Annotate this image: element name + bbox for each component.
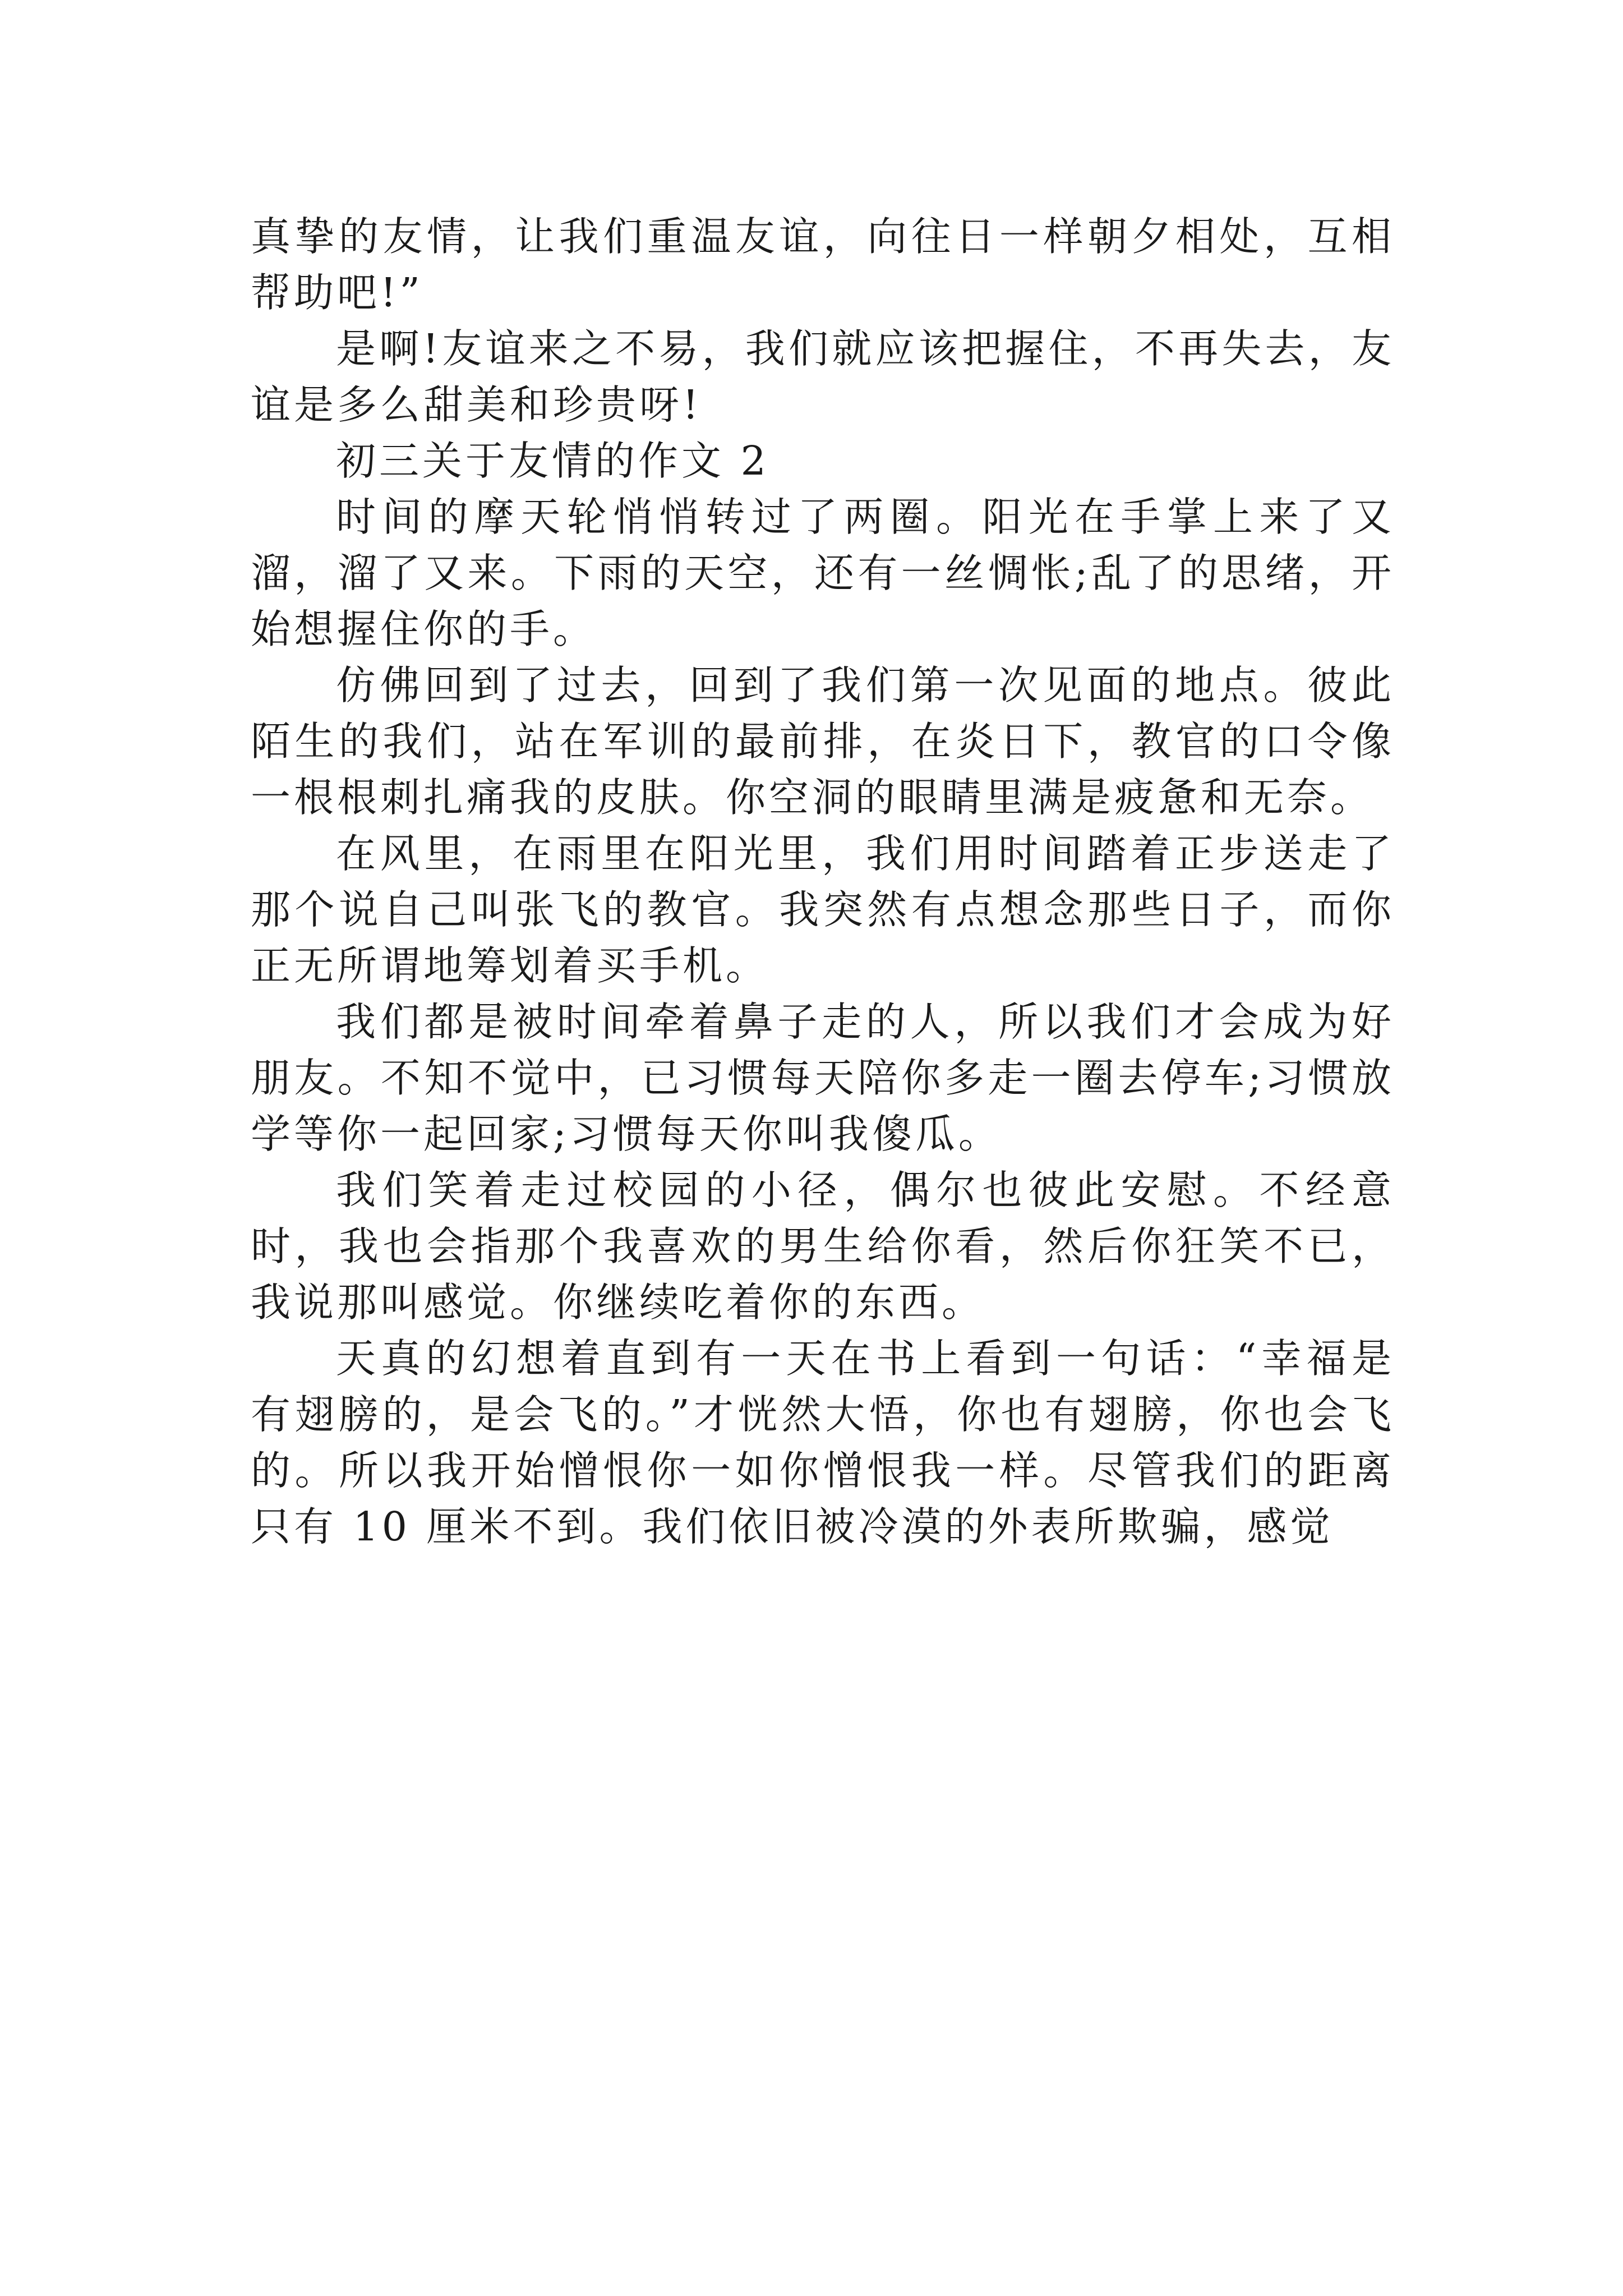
- paragraph: 在风里，在雨里在阳光里，我们用时间踏着正步送走了那个说自己叫张飞的教官。我突然有点想念那些日子，而你正无所谓地筹划着买手机。: [251, 830, 1395, 989]
- paragraph: 天真的幻想着直到有一天在书上看到一句话：“幸福是有翅膀的，是会飞的。”才恍然大悟，你也有翅膀，你也会飞的。所以我开始憎恨你一如你憎恨我一样。尽管我们的距离只有 10 厘米不到。我们依旧被冷漠的外表所欺骗，感觉: [251, 1335, 1395, 1550]
- paragraph-continued: 真挚的友情，让我们重温友谊，向往日一样朝夕相处，互相帮助吧!”: [251, 213, 1395, 316]
- paragraph: 时间的摩天轮悄悄转过了两圈。阳光在手掌上来了又溜，溜了又来。下雨的天空，还有一丝惆怅;乱了的思绪，开始想握住你的手。: [251, 494, 1395, 652]
- document-body: [251, 209, 1395, 1555]
- essay-heading: 初三关于友情的作文 2: [336, 438, 769, 484]
- paragraph: 我们都是被时间牵着鼻子走的人，所以我们才会成为好朋友。不知不觉中，已习惯每天陪你多走一圈去停车;习惯放学等你一起回家;习惯每天你叫我傻瓜。: [251, 999, 1395, 1157]
- paragraph: 仿佛回到了过去，回到了我们第一次见面的地点。彼此陌生的我们，站在军训的最前排，在炎日下，教官的口令像一根根刺扎痛我的皮肤。你空洞的眼睛里满是疲惫和无奈。: [251, 662, 1395, 821]
- paragraph: 是啊!友谊来之不易，我们就应该把握住，不再失去，友谊是多么甜美和珍贵呀!: [251, 325, 1395, 428]
- paragraph: 我们笑着走过校园的小径，偶尔也彼此安慰。不经意时，我也会指那个我喜欢的男生给你看，然后你狂笑不已，我说那叫感觉。你继续吃着你的东西。: [251, 1167, 1395, 1326]
